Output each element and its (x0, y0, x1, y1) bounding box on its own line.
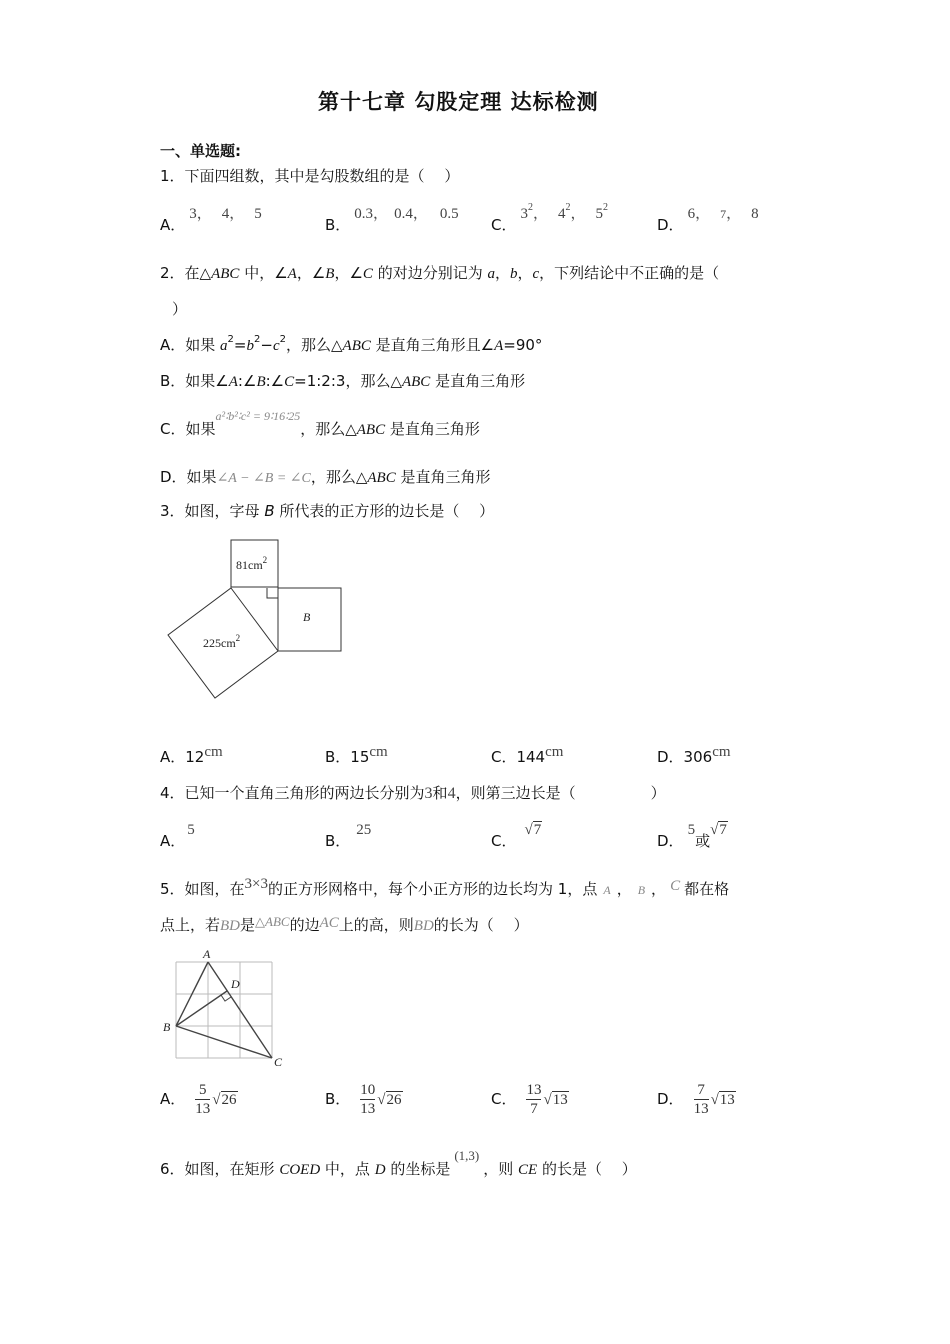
q2-option-b[interactable]: B．如果∠A:∠B:∠C=1:2:3，那么△ABC 是直角三角形 (160, 372, 526, 390)
q6-stem: 6．如图，在矩形 COED 中，点 D 的坐标是(1,3)，则 CE 的长是（ ） (160, 1148, 637, 1178)
q5-option-a[interactable]: A． $\frac{5}{13}$ √26 (160, 1082, 237, 1117)
page-title: 第十七章 勾股定理 达标检测 (318, 90, 599, 114)
q4-option-a[interactable]: A．5 (160, 822, 195, 850)
q2-stem: 2．在△ABC 中，∠A，∠B，∠C 的对边分别记为 a，b，c，下列结论中不正确的是（ (160, 264, 720, 282)
label-81: $81cm^2$ (236, 555, 268, 572)
q1-option-b[interactable]: B．0.3， 0.4， 0.5 (325, 206, 459, 234)
q5-stem-line2: 点上，若BD是△ABC的边AC上的高，则BD的长为（ ） (160, 914, 529, 934)
q3-stem: 3．如图，字母 B 所代表的正方形的边长是（ ） (160, 502, 495, 520)
q4-option-d[interactable]: D．5或√7 (657, 822, 727, 850)
label-a: A (203, 947, 211, 961)
label-225: $225cm^2$ (203, 633, 241, 650)
q1-option-c[interactable]: C．$3^2$， $4^2$， $5^2$ (491, 202, 609, 234)
q1-stem: 1．下面四组数，其中是勾股数组的是（ ） (160, 167, 460, 185)
label-b: B (163, 1020, 171, 1034)
q3-option-a[interactable]: A．12cm (160, 744, 223, 766)
q2-option-c[interactable]: C．如果$^{a^2∶b^2∶c^2 = 9∶16∶25}$，那么△ABC 是直角三角形 (160, 409, 480, 438)
label-d: D (231, 977, 240, 991)
q1-option-d[interactable]: D．6， 7， 8 (657, 206, 759, 234)
grid-lines (176, 962, 272, 1058)
q1-option-a[interactable]: A．3， 4， 5 (160, 206, 262, 234)
q5-option-d[interactable]: D． $\frac{7}{13}$ √13 (657, 1082, 735, 1117)
label-b: B (303, 610, 311, 624)
q4-stem: 4．已知一个直角三角形的两边长分别为3和4，则第三边长是（ ） (160, 784, 666, 802)
altitude-bd (176, 991, 227, 1026)
q3-option-d[interactable]: D．306cm (657, 744, 731, 766)
label-c: C (274, 1055, 283, 1069)
section-heading: 一、单选题: (160, 142, 241, 160)
q2-option-d[interactable]: D．如果∠A − ∠B = ∠C，那么△ABC 是直角三角形 (160, 468, 491, 486)
triangle-abc (176, 962, 272, 1058)
right-angle-mark (267, 588, 278, 598)
q3-option-b[interactable]: B．15cm (325, 744, 388, 766)
q4-option-c[interactable]: C．√7 (491, 822, 542, 850)
q3-option-c[interactable]: C．144cm (491, 744, 564, 766)
q2-option-a[interactable]: A．如果 $a^2=b^2-c^2$，那么△ABC 是直角三角形且∠A=90° (160, 334, 543, 354)
q2-stem-close: ） (172, 300, 188, 318)
q5-option-b[interactable]: B． $\frac{10}{13}$ √26 (325, 1082, 402, 1117)
q4-option-b[interactable]: B．25 (325, 822, 372, 850)
q5-grid-figure (160, 946, 295, 1071)
q3-figure (160, 535, 350, 705)
q5-option-c[interactable]: C． $\frac{13}{7}$ √13 (491, 1082, 568, 1117)
q5-stem-line1: 5．如图，在3×3的正方形网格中，每个小正方形的边长均为 1，点 A ， B ， C 都在格 (160, 876, 730, 898)
